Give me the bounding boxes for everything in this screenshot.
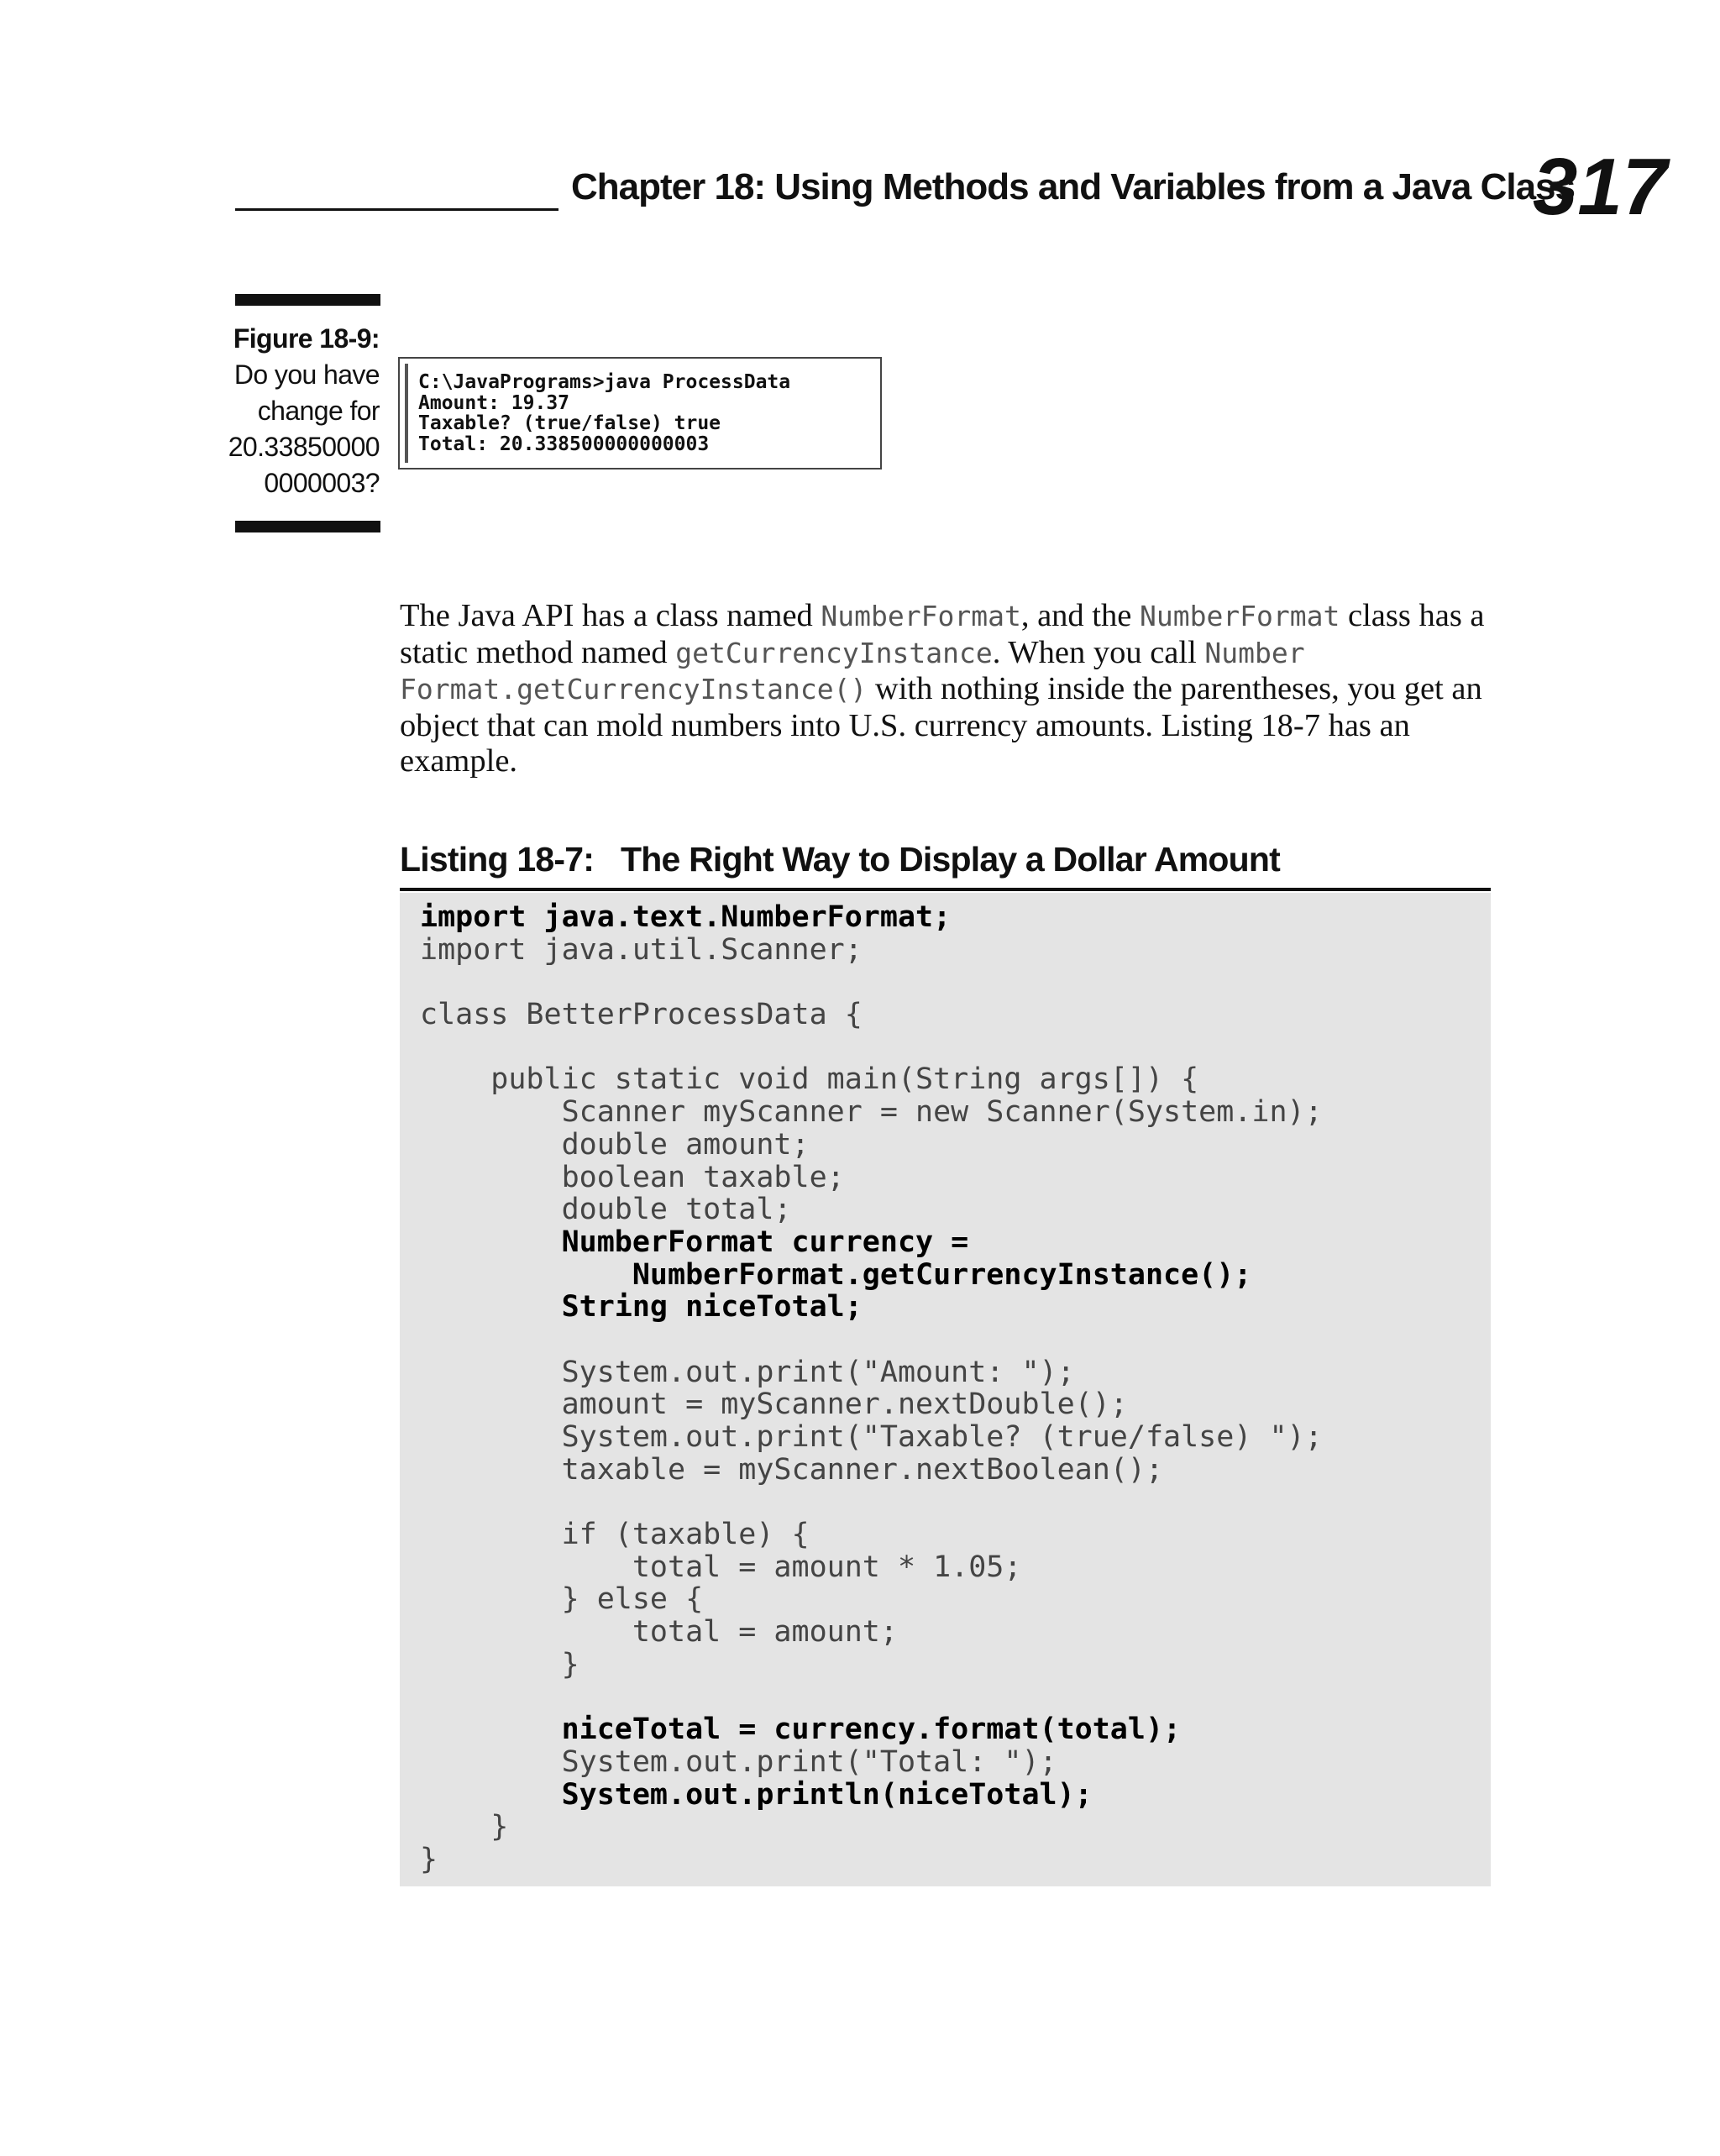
code-line: taxable = myScanner.nextBoolean(); [420,1452,1164,1487]
code-line: if (taxable) { [420,1518,810,1552]
text-run: . When you call [992,634,1205,670]
caption-line: 0000003? [264,468,380,498]
code-line [420,1486,1323,1519]
code-line: Scanner myScanner = new Scanner(System.in); [420,1095,1323,1130]
code-line: double total; [420,1193,792,1227]
text-run: , and the [1020,598,1140,633]
caption-line: 20.33850000 [228,432,380,462]
console-window-edge [405,364,408,463]
code-line [420,966,1323,999]
body-paragraph [400,598,1500,779]
code-line: } [420,1842,438,1876]
code-line: System.out.print("Amount: "); [420,1355,1075,1389]
code-line: } [420,1810,509,1844]
code-line: System.out.print("Taxable? (true/false) "); [420,1420,1323,1454]
caption-bar-bottom [235,521,380,532]
code-line: double amount; [420,1127,810,1162]
code-line: public static void main(String args[]) { [420,1062,1199,1097]
caption-line: change for [257,396,380,426]
text-run: The Java API has a class named [400,598,821,633]
text-run: class has a static method named [400,598,1485,670]
code-line: import java.text.NumberFormat; [420,900,952,934]
text-run: with nothing inside the parentheses, you get an object that can mold numbers into U.S. currency amounts. Listing 18-7 has an example. [400,671,1482,779]
code-line: NumberFormat.getCurrencyInstance(); [420,1257,1252,1292]
code-line: total = amount; [420,1615,898,1650]
caption-bar-top [235,294,380,306]
console-line: Total: 20.338500000000003 [418,433,710,455]
code-line: System.out.println(niceTotal); [420,1777,1093,1812]
code-line: class BetterProcessData { [420,998,863,1032]
listing-label: Listing 18-7: [400,840,595,879]
code-line: total = amount * 1.05; [420,1550,1022,1584]
listing-title [400,840,1492,879]
code-line: String niceTotal; [420,1290,863,1325]
code-line: NumberFormat currency = [420,1225,969,1259]
code-line [420,1681,1323,1714]
listing-rule [400,888,1491,891]
console-line: Taxable? (true/false) true [418,412,721,434]
page-number: 317 [1533,142,1668,232]
chapter-title: Chapter 18: Using Methods and Variables from a Java Class [571,166,1575,207]
code-block [420,901,1323,1876]
code-inline: NumberFormat [1139,600,1340,632]
caption-line: Do you have [233,359,380,390]
console-output [418,372,790,454]
code-line: System.out.print("Total: "); [420,1744,1057,1779]
listing-caption: The Right Way to Display a Dollar Amount [621,840,1281,879]
console-line: C:\JavaPrograms>java ProcessData [418,371,791,393]
code-inline: getCurrencyInstance [675,636,993,669]
code-inline: Number [1204,636,1305,669]
code-listing [400,893,1491,1886]
code-line [420,1031,1323,1064]
figure-label: Figure 18-9: [233,323,380,354]
code-line: } else { [420,1582,704,1617]
code-line: boolean taxable; [420,1160,845,1194]
code-line: import java.util.Scanner; [420,932,863,967]
figure-caption [168,321,380,501]
code-line: } [420,1647,579,1681]
code-inline: Format.getCurrencyInstance() [400,673,868,706]
code-inline: NumberFormat [821,600,1021,632]
console-line: Amount: 19.37 [418,391,570,414]
code-line [420,1324,1323,1356]
console-screenshot [398,357,882,469]
code-line: niceTotal = currency.format(total); [420,1713,1182,1747]
header-rule [235,208,558,211]
code-line: amount = myScanner.nextDouble(); [420,1387,1128,1422]
